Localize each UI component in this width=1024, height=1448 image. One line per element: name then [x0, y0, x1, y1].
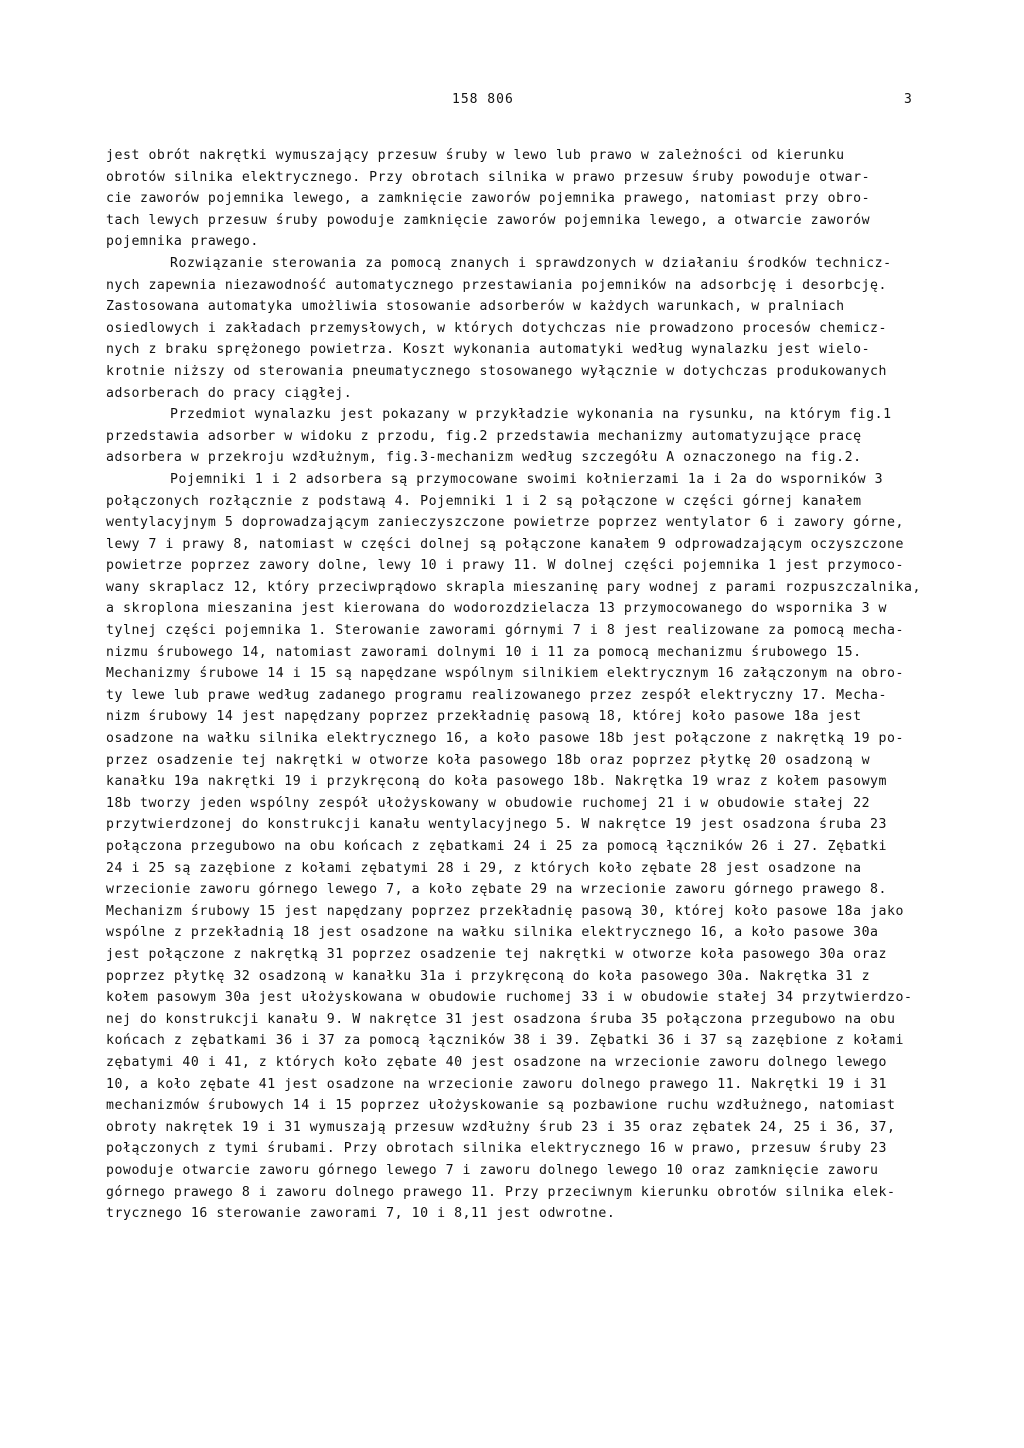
text-line: górnego prawego 8 i zaworu dolnego prawego 11. Przy przeciwnym kierunku obrotów silnika elek-: [106, 1184, 896, 1200]
text-line: wentylacyjnym 5 doprowadzającym zanieczyszczone powietrze poprzez wentylator 6 i zawory górne,: [106, 515, 905, 531]
text-line: Zastosowana automatyka umożliwia stosowanie adsorberów w każdych warunkach, w pralniach: [106, 299, 845, 315]
text-line: osiedlowych i zakładach przemysłowych, w których dotychczas nie prowadzono procesów chemicz-: [106, 320, 888, 336]
text-line: a skroplona mieszanina jest kierowana do wodorozdzielacza 13 przymocowanego do wspornika 3 w: [106, 601, 888, 617]
text-line: wspólne z przekładnią 18 jest osadzone na wałku silnika elektrycznego 16, a koło pasowe 30a: [106, 925, 879, 941]
text-line: końcach z zębatkami 36 i 37 za pomocą łączników 38 i 39. Zębatki 36 i 37 są zazębione z kołami: [106, 1033, 905, 1049]
text-line: nizmu śrubowego 14, natomiast zaworami dolnymi 10 i 11 za pomocą mechanizmu śrubowego 15.: [106, 644, 862, 660]
text-line: tylnej części pojemnika 1. Sterowanie zaworami górnymi 7 i 8 jest realizowane za pomocą mecha-: [106, 623, 905, 639]
text-line: Przedmiot wynalazku jest pokazany w przykładzie wykonania na rysunku, na którym fig.1: [170, 407, 892, 423]
text-line: powietrze poprzez zawory dolne, lewy 10 i prawy 11. W dolnej części pojemnika 1 jest przymoco-: [106, 558, 905, 574]
text-line: 18b tworzy jeden wspólny zespół ułożyskowany w obudowie ruchomej 21 i w obudowie stałej 22: [106, 795, 871, 811]
text-line: mechanizmów śrubowych 14 i 15 poprzez ułożyskowanie są pozbawione ruchu wzdłużnego, natomiast: [106, 1098, 896, 1114]
text-line: przez osadzenie tej nakrętki w otworze koła pasowego 18b oraz poprzez płytkę 20 osadzoną w: [106, 752, 871, 768]
text-line: Rozwiązanie sterowania za pomocą znanych i sprawdzonych w działaniu środków technicz-: [170, 255, 892, 271]
text-line: kołem pasowym 30a jest ułożyskowana w obudowie ruchomej 33 i w obudowie stałej 34 przytwierdzo-: [106, 990, 913, 1006]
text-line: nych z braku sprężonego powietrza. Koszt wykonania automatyki według wynalazku jest wielo-: [106, 342, 871, 358]
text-line: cie zaworów pojemnika lewego, a zamknięcie zaworów pojemnika prawego, natomiast przy obro-: [106, 191, 871, 207]
text-line: Mechanizm śrubowy 15 jest napędzany poprzez przekładnię pasową 30, której koło pasowe 18a jako: [106, 903, 905, 919]
text-line: przytwierdzonej do konstrukcji kanału wentylacyjnego 5. W nakrętce 19 jest osadzona śruba 23: [106, 817, 888, 833]
text-line: połączonych rozłącznie z podstawą 4. Pojemniki 1 i 2 są połączone w części górnej kanałem: [106, 493, 862, 509]
text-line: ty lewe lub prawe według zadanego programu realizowanego przez zespół elektryczny 17. Mecha-: [106, 687, 888, 703]
text-line: lewy 7 i prawy 8, natomiast w części dolnej są połączone kanałem 9 odprowadzającym oczyszczone: [106, 536, 905, 552]
text-line: wrzecionie zaworu górnego lewego 7, a koło zębate 29 na wrzecionie zaworu górnego prawego 8.: [106, 882, 888, 898]
text-line: połączonych z tymi śrubami. Przy obrotach silnika elektrycznego 16 w prawo, przesuw śruby 23: [106, 1141, 888, 1157]
text-line: Pojemniki 1 i 2 adsorbera są przymocowane swoimi kołnierzami 1a i 2a do wsporników 3: [170, 471, 884, 487]
text-line: nej do konstrukcji kanału 9. W nakrętce 31 jest osadzona śruba 35 połączona przegubowo na obu: [106, 1011, 896, 1027]
text-line: adsorberach do pracy ciągłej.: [106, 385, 353, 401]
text-line: pojemnika prawego.: [106, 234, 259, 250]
text-line: krotnie niższy od sterowania pneumatycznego stosowanego wyłącznie w dotychczas produkowanych: [106, 363, 888, 379]
text-line: przedstawia adsorber w widoku z przodu, fig.2 przedstawia mechanizmy automatyzujące pracę: [106, 428, 862, 444]
patent-number: 158 806: [452, 92, 514, 107]
text-line: adsorbera w przekroju wzdłużnym, fig.3-mechanizm według szczegółu A oznaczonego na fig.2.: [106, 450, 862, 466]
text-line: Mechanizmy śrubowe 14 i 15 są napędzane wspólnym silnikiem elektrycznym 16 załączonym na obro-: [106, 666, 905, 682]
text-line: nych zapewnia niezawodność automatycznego przestawiania pojemników na adsorbcję i desorbcję.: [106, 277, 888, 293]
page-number: 3: [904, 92, 912, 107]
text-line: obroty nakrętek 19 i 31 wymuszają przesuw wzdłużny śrub 23 i 35 oraz zębatek 24, 25 i 36, 37,: [106, 1119, 896, 1135]
text-line: powoduje otwarcie zaworu górnego lewego 7 i zaworu dolnego lewego 10 oraz zamknięcie zaworu: [106, 1162, 879, 1178]
page-header: [0, 92, 1024, 112]
body-text: [106, 145, 966, 1225]
text-line: nizm śrubowy 14 jest napędzany poprzez przekładnię pasową 18, której koło pasowe 18a jest: [106, 709, 862, 725]
text-line: zębatymi 40 i 41, z których koło zębate 40 jest osadzone na wrzecionie zaworu dolnego lewego: [106, 1054, 888, 1070]
text-line: połączona przegubowo na obu końcach z zębatkami 24 i 25 za pomocą łączników 26 i 27. Zębatki: [106, 839, 888, 854]
text-line: osadzone na wałku silnika elektrycznego 16, a koło pasowe 18b jest połączone z nakrętką 19 po-: [106, 731, 905, 747]
text-line: jest połączone z nakrętką 31 poprzez osadzenie tej nakrętki w otworze koła pasowego 30a oraz: [106, 946, 888, 962]
text-line: poprzez płytkę 32 osadzoną w kanałku 31a i przykręconą do koła pasowego 30a. Nakrętka 31 z: [106, 968, 871, 984]
text-line: obrotów silnika elektrycznego. Przy obrotach silnika w prawo przesuw śruby powoduje otwar-: [106, 169, 871, 185]
text-line: 24 i 25 są zazębione z kołami zębatymi 28 i 29, z których koło zębate 28 jest osadzone na: [106, 860, 862, 876]
text-line: trycznego 16 sterowanie zaworami 7, 10 i 8,11 jest odwrotne.: [106, 1206, 616, 1222]
text-line: wany skraplacz 12, który przeciwprądowo skrapla mieszaninę pary wodnej z parami rozpuszczalnika,: [106, 579, 921, 595]
text-line: kanałku 19a nakrętki 19 i przykręconą do koła pasowego 18b. Nakrętka 19 wraz z kołem pasowym: [106, 774, 888, 790]
text-line: 10, a koło zębate 41 jest osadzone na wrzecionie zaworu dolnego prawego 11. Nakrętki 19 i 31: [106, 1076, 888, 1092]
text-line: tach lewych przesuw śruby powoduje zamknięcie zaworów pojemnika lewego, a otwarcie zaworów: [106, 212, 871, 228]
text-line: jest obrót nakrętki wymuszający przesuw śruby w lewo lub prawo w zależności od kierunku: [106, 148, 845, 163]
